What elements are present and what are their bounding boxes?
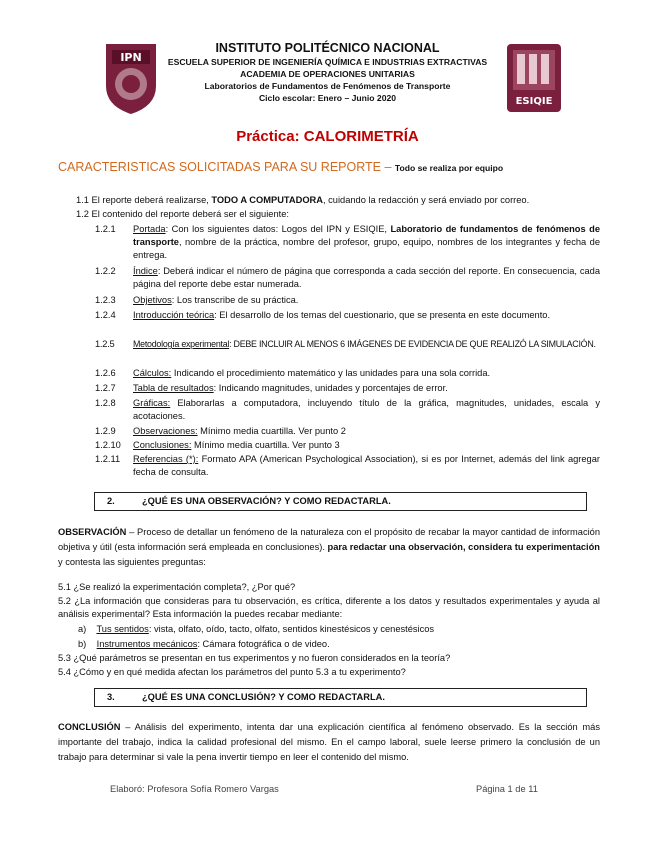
subitem-label: Índice (133, 266, 158, 276)
requirements-subheading: Todo se realiza por equipo (394, 163, 504, 173)
subitem-1-2-11 (95, 453, 600, 479)
question-5-1: 5.1 ¿Se realizó la experimentación completa?, ¿Por qué? (58, 582, 296, 592)
subitem-num: 1.2.3 (95, 295, 116, 305)
conclusion-dash: – (120, 722, 135, 732)
requirement-text-post: , cuidando la redacción y será enviado por correo. (322, 195, 530, 205)
subitem-1-2-1 (95, 223, 600, 262)
subitem-num: 1.2.10 (95, 440, 121, 450)
ipn-logo-text: IPN (120, 51, 142, 64)
subitem-num: 1.2.1 (95, 224, 116, 234)
subitem-text: : Con los siguientes datos: Logos del IPN y ESIQIE, (165, 224, 391, 234)
section-title: ¿QUÉ ES UNA CONCLUSIÓN? Y COMO REDACTARLA. (142, 692, 385, 702)
subitem-1-2-5 (95, 338, 600, 351)
subitem-1-2-3 (95, 294, 600, 307)
subitem-1-2-10 (95, 439, 600, 452)
observation-dash: – (126, 527, 138, 537)
requirements-dash: – (381, 160, 395, 174)
requirements-heading-text: CARACTERISTICAS SOLICITADAS PARA SU REPORTE (58, 160, 381, 174)
section-3-heading (94, 688, 587, 707)
subitem-text-post: , nombre de la práctica, nombre del profesor, grupo, equipo, nombres de los integrantes y fecha de entrega. (133, 237, 600, 260)
subitem-label: Portada (133, 224, 166, 234)
list-label: b) (78, 639, 87, 649)
subitem-text: : El desarrollo de los temas del cuestionario, que se presenta en este documento. (214, 310, 551, 320)
observation-bold: para redactar una observación, considera tu experimentación (327, 542, 600, 552)
subitem-text: Indicando el procedimiento matemático y las unidades para una sola corrida. (171, 368, 491, 378)
list-term: Tus sentidos (96, 624, 149, 634)
question-5-2-b (78, 638, 598, 651)
subitem-text: : Deberá indicar el número de página que corresponda a cada sección del reporte. En consecuencia, cada página del reporte debe estar numerada. (133, 266, 600, 289)
subitem-1-2-9 (95, 425, 600, 438)
subitem-num: 1.2.6 (95, 368, 116, 378)
section-2-heading (94, 492, 587, 511)
school-name: ESCUELA SUPERIOR DE INGENIERÍA QUÍMICA E INDUSTRIAS EXTRACTIVAS (167, 57, 488, 67)
subitem-label: Tabla de resultados (133, 383, 214, 393)
subitem-bold: Laboratorio de fundamentos de fenómenos de transporte (133, 224, 600, 247)
subitem-text: Elaborarlas a computadora, incluyendo título de la gráfica, magnitudes, unidades, escala y acotaciones. (133, 398, 600, 421)
conclusion-text: Análisis del experimento, intenta dar una explicación científica al fenómeno observado. Es la sección más importante del trabajo, indica la calidad profesional del mismo. En el campo laboral, suele leerse primero la conclusión de un trabajo para determinar si vale la pena invertir tiempo en leer el contenido del mismo. (58, 722, 600, 762)
subitem-label: Observaciones: (133, 426, 198, 436)
subitem-label: Conclusiones: (133, 440, 192, 450)
school-cycle: Ciclo escolar: Enero – Junio 2020 (258, 93, 397, 103)
subitem-1-2-4 (95, 309, 600, 322)
requirement-text: El contenido del reporte deberá ser el siguiente: (91, 209, 289, 219)
requirement-text-pre: El reporte deberá realizarse, (91, 195, 212, 205)
requirements-heading (58, 160, 503, 174)
subitem-1-2-2 (95, 265, 600, 291)
subitem-text: : Los transcribe de su práctica. (171, 295, 299, 305)
section-title: ¿QUÉ ES UNA OBSERVACIÓN? Y COMO REDACTARLA. (142, 496, 391, 506)
practice-title-name: CALORIMETRÍA (303, 128, 419, 145)
footer-page-number: Página 1 de 11 (476, 784, 538, 794)
requirement-item-1-2 (76, 208, 289, 221)
subitem-label: Referencias (*): (133, 454, 199, 464)
lab-name: Laboratorios de Fundamentos de Fenómenos de Transporte (204, 81, 451, 91)
subitem-label: Cálculos: (133, 368, 172, 378)
esiqie-logo-text: ESIQIE (515, 96, 553, 107)
subitem-num: 1.2.9 (95, 426, 116, 436)
section-number: 3. (107, 692, 115, 702)
subitem-text: : Indicando magnitudes, unidades y porcentajes de error. (213, 383, 448, 393)
list-text: : Cámara fotográfica o de video. (197, 639, 330, 649)
conclusion-paragraph (58, 720, 600, 765)
subitem-text: Mínimo media cuartilla. Ver punto 3 (191, 440, 340, 450)
subitem-1-2-7 (95, 382, 600, 395)
academy-name: ACADEMIA DE OPERACIONES UNITARIAS (240, 69, 415, 79)
question-5-3: 5.3 ¿Qué parámetros se presentan en tus experimentos y no fueron considerados en la teoría? (58, 653, 451, 663)
subitem-text: Formato APA (American Psychological Association), si es por Internet, además del link agregar fecha de consulta. (133, 454, 600, 477)
practice-title-prefix: Práctica: (236, 128, 304, 145)
esiqie-logo (503, 40, 565, 121)
subitem-num: 1.2.5 (95, 339, 115, 349)
section-number: 2. (107, 496, 115, 506)
requirement-text-bold: TODO A COMPUTADORA (211, 195, 323, 205)
question-5-4: 5.4 ¿Cómo y en qué medida afectan los parámetros del punto 5.3 a tu experimento? (58, 667, 406, 677)
list-label: a) (78, 624, 87, 634)
institution-name: INSTITUTO POLITÉCNICO NACIONAL (215, 41, 440, 55)
conclusion-term: CONCLUSIÓN (58, 722, 121, 732)
subitem-text: Mínimo media cuartilla. Ver punto 2 (197, 426, 346, 436)
ipn-logo (100, 40, 162, 121)
subitem-1-2-6 (95, 367, 600, 380)
subitem-label: Objetivos (133, 295, 172, 305)
footer-author: Elaboró: Profesora Sofía Romero Vargas (110, 784, 279, 794)
subitem-num: 1.2.4 (95, 310, 116, 320)
practice-title (0, 128, 655, 145)
subitem-text: : DEBE INCLUIR AL MENOS 6 IMÁGENES DE EVIDENCIA DE QUE REALIZÓ LA SIMULACIÓN. (229, 339, 596, 349)
subitem-1-2-8 (95, 397, 600, 423)
subitem-num: 1.2.11 (95, 454, 121, 464)
requirement-num: 1.2 (76, 209, 89, 219)
institution-header (160, 40, 495, 104)
requirement-num: 1.1 (76, 195, 89, 205)
subitem-label: Gráficas: (133, 398, 171, 408)
requirement-item-1-1 (76, 194, 529, 207)
subitem-label: Introducción teórica (133, 310, 215, 320)
subitem-num: 1.2.2 (95, 266, 116, 276)
observation-paragraph (58, 525, 600, 570)
observation-text-end: y contesta las siguientes preguntas: (58, 557, 206, 567)
list-term: Instrumentos mecánicos (96, 639, 198, 649)
list-text: : vista, olfato, oído, tacto, olfato, sentidos kinestésicos y cenestésicos (148, 624, 435, 634)
subitem-num: 1.2.7 (95, 383, 116, 393)
observation-text: Proceso de detallar un fenómeno de la naturaleza con el propósito de recabar la mayor cantidad de información objetiva y útil (esta información será empleada en conclusiones). (58, 527, 600, 552)
question-5-2: 5.2 ¿La información que consideras para tu observación, es crítica, diferente a los datos y resultados experimentales y ayuda al análisis experimental? Esta información la puedes recabar mediante: (58, 596, 600, 619)
subitem-num: 1.2.8 (95, 398, 116, 408)
subitem-label: Metodología experimental (133, 339, 230, 349)
observation-term: OBSERVACIÓN (58, 527, 127, 537)
question-5-2-a (78, 623, 598, 636)
